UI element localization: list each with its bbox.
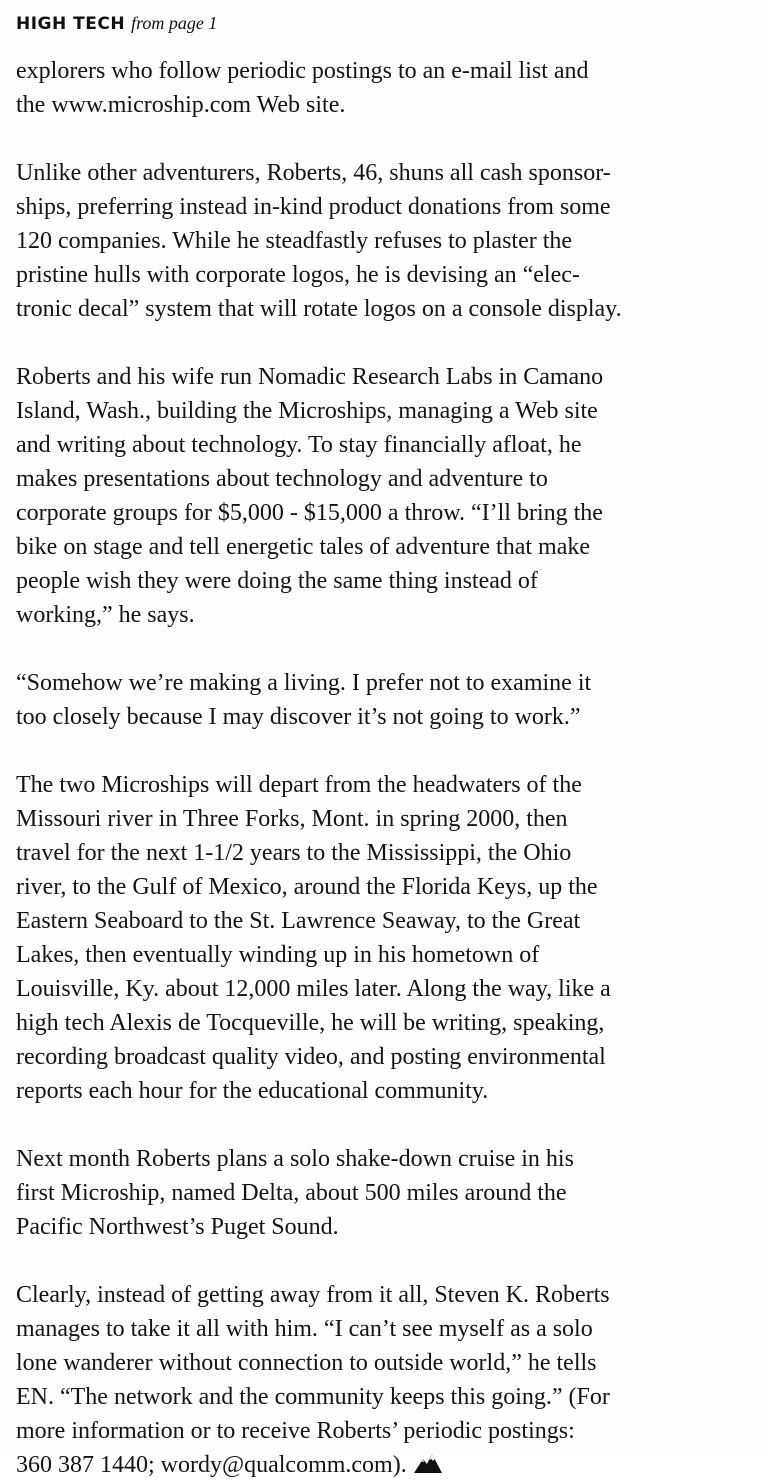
- last-line-wrapper: [16, 1448, 756, 1482]
- text-line: and writing about technology. To stay financially afloat, he: [16, 432, 582, 458]
- text-line: “Somehow we’re making a living. I prefer not to examine it: [16, 670, 592, 696]
- article-paragraph: [16, 54, 756, 122]
- text-line: Missouri river in Three Forks, Mont. in spring 2000, then: [16, 806, 568, 832]
- text-line: Eastern Seaboard to the St. Lawrence Seaway, to the Great: [16, 908, 581, 934]
- text-line: lone wanderer without connection to outside world,” he tells: [16, 1350, 597, 1376]
- text-line: recording broadcast quality video, and posting environmental: [16, 1044, 606, 1070]
- text-line: river, to the Gulf of Mexico, around the Florida Keys, up the: [16, 874, 598, 900]
- article-paragraph: [16, 360, 756, 632]
- text-line: Island, Wash., building the Microships, managing a Web site: [16, 398, 598, 424]
- text-line: Pacific Northwest’s Puget Sound.: [16, 1214, 339, 1240]
- text-line: EN. “The network and the community keeps this going.” (For: [16, 1384, 610, 1410]
- text-line: Louisville, Ky. about 12,000 miles later. Along the way, like a: [16, 976, 611, 1002]
- text-line: Lakes, then eventually winding up in his hometown of: [16, 942, 540, 968]
- text-line: travel for the next 1-1/2 years to the Mississippi, the Ohio: [16, 840, 572, 866]
- text-line: the www.microship.com Web site.: [16, 92, 346, 118]
- text-line: people wish they were doing the same thing instead of: [16, 568, 538, 594]
- article-paragraph: [16, 666, 756, 734]
- mountain-end-mark-icon: [413, 1450, 443, 1484]
- article-paragraph: [16, 1278, 756, 1482]
- text-line: pristine hulls with corporate logos, he is devising an “elec-: [16, 262, 580, 288]
- text-line: 120 companies. While he steadfastly refuses to plaster the: [16, 228, 573, 254]
- text-line: bike on stage and tell energetic tales of adventure that make: [16, 534, 590, 560]
- article-body: [16, 54, 756, 1482]
- article-paragraph: [16, 768, 756, 1108]
- text-line: Unlike other adventurers, Roberts, 46, shuns all cash sponsor-: [16, 160, 611, 186]
- text-line: corporate groups for $5,000 - $15,000 a throw. “I’ll bring the: [16, 500, 603, 526]
- text-line: Clearly, instead of getting away from it all, Steven K. Roberts: [16, 1282, 610, 1308]
- text-line: makes presentations about technology and adventure to: [16, 466, 548, 492]
- article-paragraph: [16, 1142, 756, 1244]
- text-line: high tech Alexis de Tocqueville, he will be writing, speaking,: [16, 1010, 605, 1036]
- text-line: Next month Roberts plans a solo shake-down cruise in his: [16, 1146, 574, 1172]
- text-line: reports each hour for the educational community.: [16, 1078, 489, 1104]
- text-line: tronic decal” system that will rotate logos on a console display.: [16, 296, 622, 322]
- text-line: manages to take it all with him. “I can’t see myself as a solo: [16, 1316, 593, 1342]
- continuation-note: from page 1: [131, 13, 218, 33]
- text-line: first Microship, named Delta, about 500 miles around the: [16, 1180, 567, 1206]
- text-line: Roberts and his wife run Nomadic Research Labs in Camano: [16, 364, 604, 390]
- text-line: ships, preferring instead in-kind product donations from some: [16, 194, 611, 220]
- text-line: explorers who follow periodic postings to an e-mail list and: [16, 58, 589, 84]
- text-line: The two Microships will depart from the headwaters of the: [16, 772, 582, 798]
- article-paragraph: [16, 156, 756, 326]
- text-line: more information or to receive Roberts’ periodic postings:: [16, 1418, 575, 1444]
- section-title: HIGH TECH: [16, 14, 126, 34]
- page-header: [16, 8, 768, 38]
- text-line: working,” he says.: [16, 602, 195, 628]
- text-line: too closely because I may discover it’s not going to work.”: [16, 704, 581, 730]
- text-line: 360 387 1440; wordy@qualcomm.com).: [16, 1452, 407, 1478]
